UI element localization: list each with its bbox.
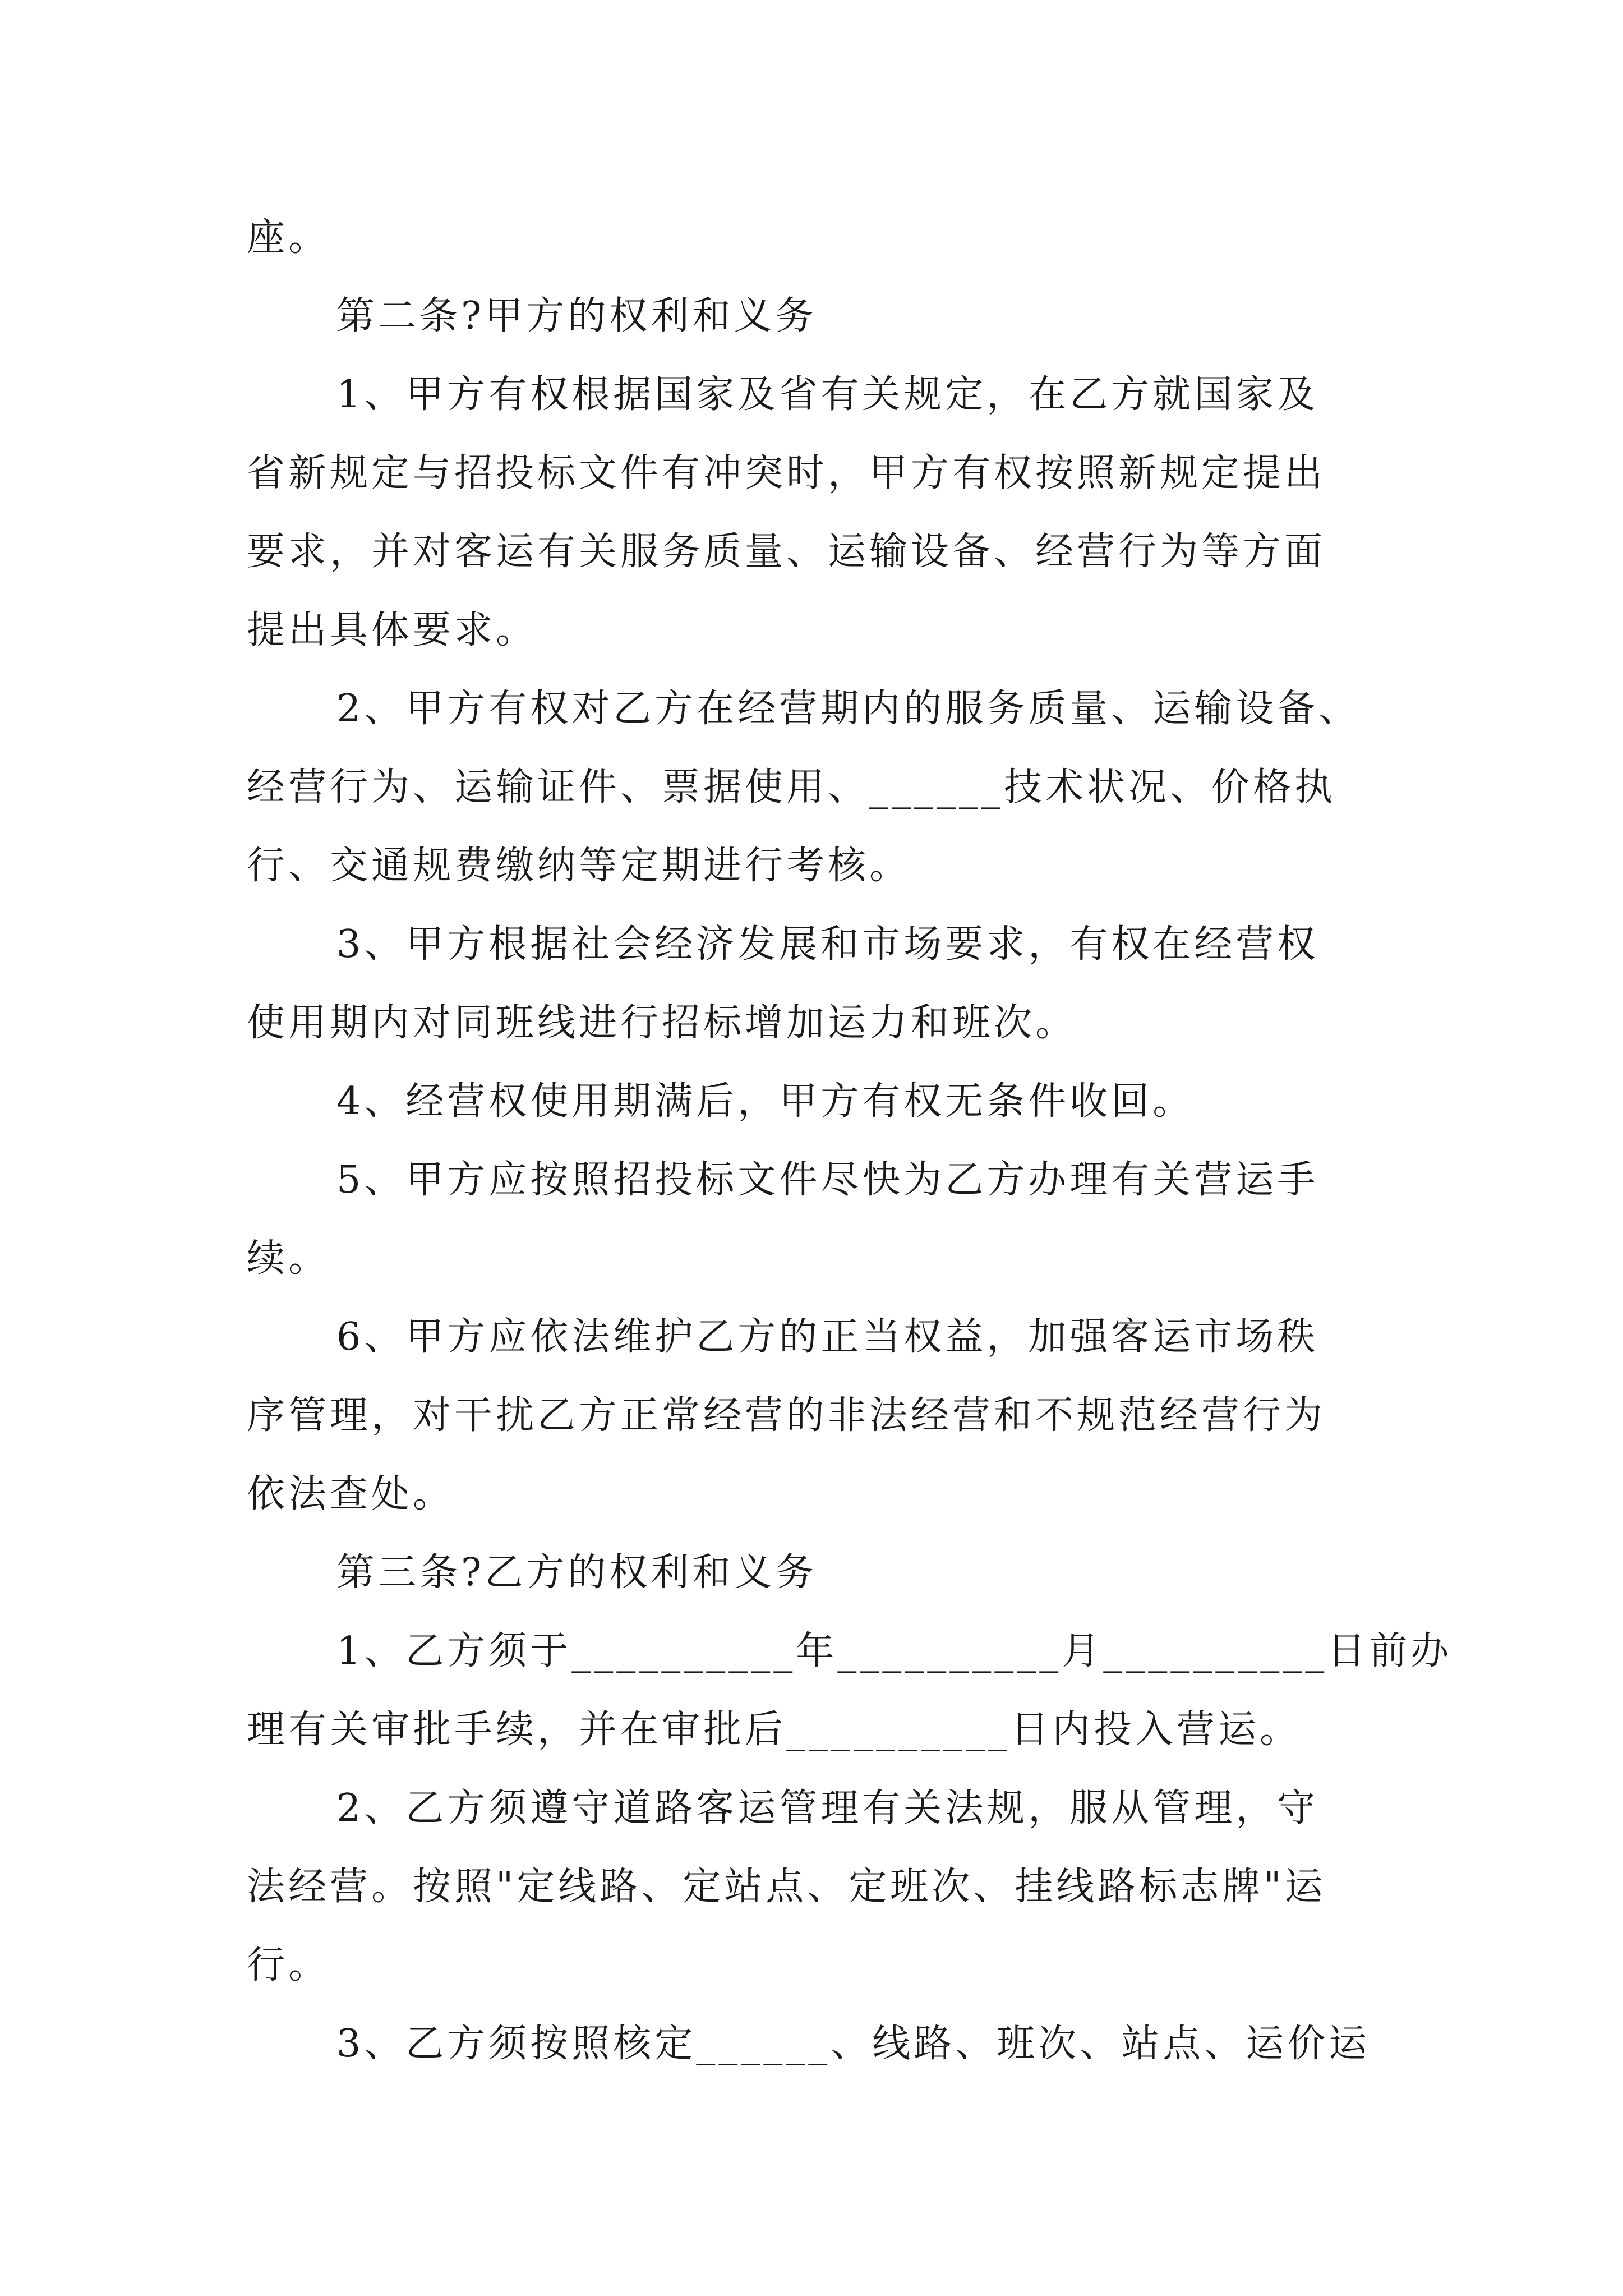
text-line: 2、乙方须遵守道路客运管理有关法规，服从管理，守 <box>336 1786 1319 1830</box>
text-line: 4、经营权使用期满后，甲方有权无条件收回。 <box>336 1079 1195 1124</box>
text-line: 3、甲方根据社会经济发展和市场要求，有权在经营权 <box>336 922 1319 967</box>
text-line: 法经营。按照"定线路、定站点、定班次、挂线路标志牌"运 <box>247 1865 1326 1909</box>
text-line: 座。 <box>247 215 330 260</box>
text-line: 依法查处。 <box>247 1472 455 1516</box>
text-line: 5、甲方应按照招投标文件尽快为乙方办理有关营运手 <box>336 1158 1319 1202</box>
text-line: 3、乙方须按照核定______、线路、班次、站点、运价运 <box>336 2022 1371 2066</box>
section-heading: 第二条?甲方的权利和义务 <box>336 294 817 338</box>
text-line: 理有关审批手续，并在审批后__________日内投入营运。 <box>247 1708 1302 1752</box>
text-line: 6、甲方应依法维护乙方的正当权益，加强客运市场秩 <box>336 1315 1319 1359</box>
text-line: 提出具体要求。 <box>247 608 538 652</box>
text-line: 要求，并对客运有关服务质量、运输设备、经营行为等方面 <box>247 530 1326 574</box>
text-line: 省新规定与招投标文件有冲突时，甲方有权按照新规定提出 <box>247 451 1326 495</box>
text-line: 行。 <box>247 1943 330 1987</box>
text-line: 续。 <box>247 1236 330 1281</box>
text-line: 使用期内对同班线进行招标增加运力和班次。 <box>247 1001 1077 1045</box>
text-line: 序管理，对干扰乙方正常经营的非法经营和不规范经营行为 <box>247 1393 1326 1438</box>
text-line: 1、乙方须于__________年__________月__________日前办 <box>336 1629 1453 1673</box>
text-line: 经营行为、运输证件、票据使用、______技术状况、价格执 <box>247 765 1336 809</box>
text-line: 行、交通规费缴纳等定期进行考核。 <box>247 844 911 888</box>
text-line: 2、甲方有权对乙方在经营期内的服务质量、运输设备、 <box>336 687 1361 731</box>
section-heading: 第三条?乙方的权利和义务 <box>336 1550 817 1595</box>
text-line: 1、甲方有权根据国家及省有关规定，在乙方就国家及 <box>336 372 1319 417</box>
